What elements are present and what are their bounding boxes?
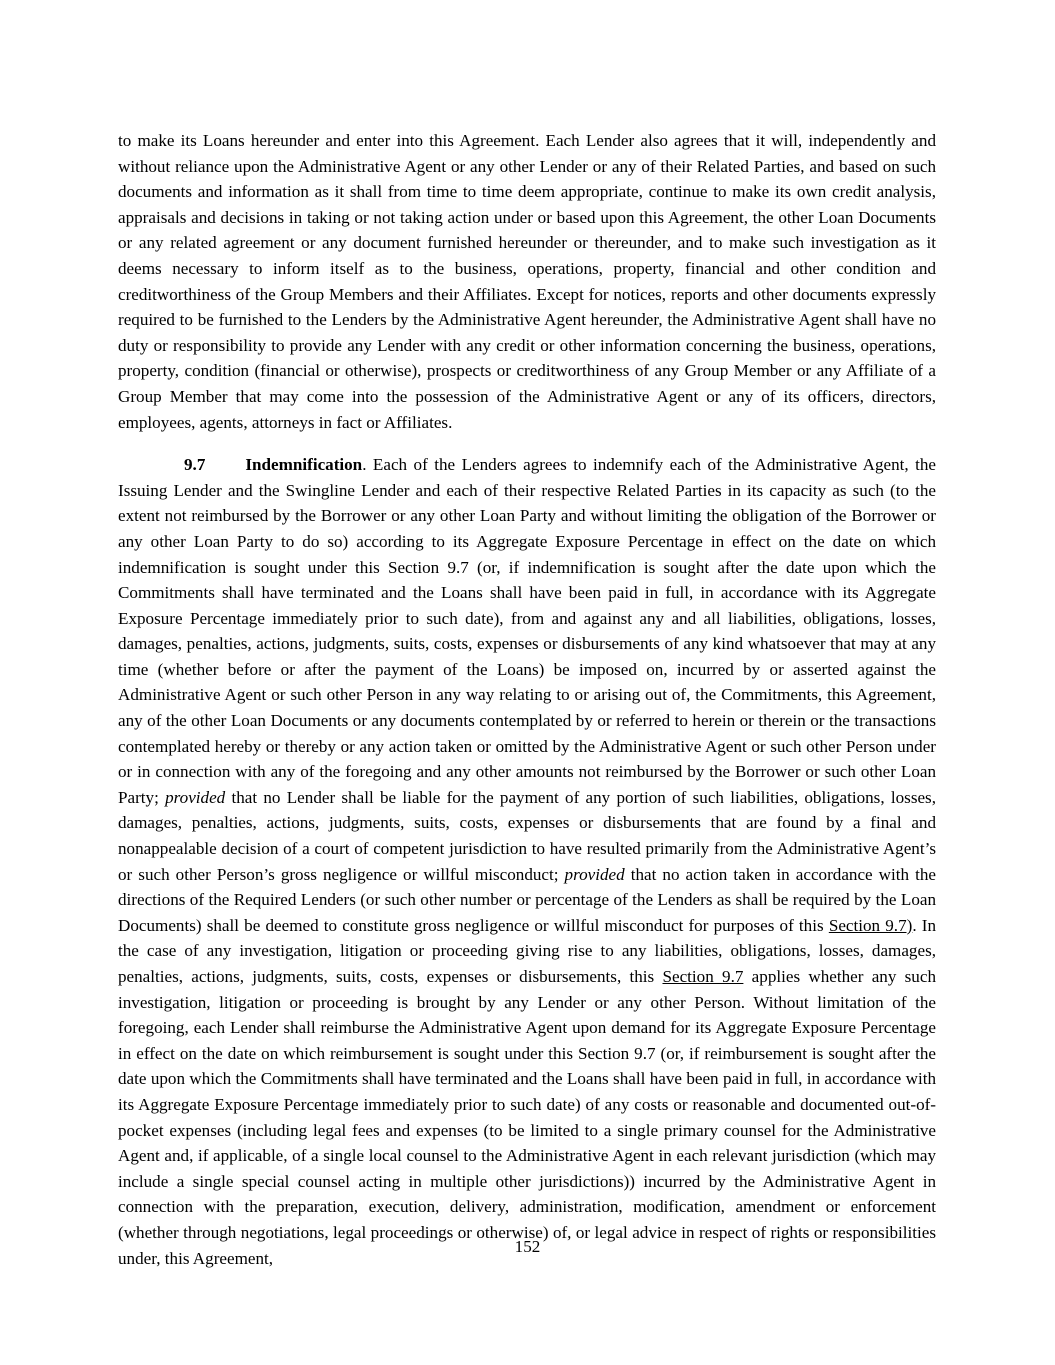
provided-emphasis-2: provided (564, 864, 625, 884)
section-text-segment-3: that no action taken in accordance with the directions of the Required Lenders (or such other number or percentage of the Lenders as shall be required by the Loan Documents) shall be deemed to constitute gross negligence or willful misconduct for purposes of this (118, 864, 936, 935)
section-text-segment-2: that no Lender shall be liable for the payment of any portion of such liabilities, obligations, losses, damages, penalties, actions, judgments, suits, costs, expenses or disbursements that are found by a final and nonappealable decision of a court of competent jurisdiction to have resulted primarily from the Administrative Agent’s or such other Person’s gross negligence or willful misconduct; (118, 787, 936, 884)
section-text-segment-5: applies whether any such investigation, litigation or proceeding is brought by any Lender or any other Person. Without limitation of the foregoing, each Lender shall reimburse the Administrative Agent upon demand for its Aggregate Exposure Percentage in effect on the date on which reimbursement is sought under this Section 9.7 (or, if reimbursement is sought after the date upon which the Commitments shall have terminated and the Loans shall have been paid in full, in accordance with its Aggregate Exposure Percentage immediately prior to such date) of any costs or reasonable and documented out-of-pocket expenses (including legal fees and expenses (to be limited to a single primary counsel for the Administrative Agent and, if applicable, of a single local counsel to the Administrative Agent in each relevant jurisdiction (which may include a single special counsel acting in multiple other jurisdictions)) incurred by the Administrative Agent in connection with the preparation, execution, delivery, administration, modification, amendment or enforcement (whether through negotiations, legal proceedings or otherwise) of, or legal advice in respect of rights or responsibilities under, this Agreement, (118, 967, 936, 1268)
section-number: 9.7 (184, 455, 206, 475)
paragraph-continued-text: to make its Loans hereunder and enter into this Agreement. Each Lender also agrees that it will, independently and without reliance upon the Administrative Agent or any other Lender or any of their Related Parties, and based on such documents and information as it shall from time to time deem appropriate, continue to make its own credit analysis, appraisals and decisions in taking or not taking action under or based upon this Agreement, the other Loan Documents or any related agreement or any document furnished hereunder or thereunder, and to make such investigation as it deems necessary to inform itself as to the business, operations, property, financial and other condition and creditworthiness of the Group Members and their Affiliates. Except for notices, reports and other documents expressly required to be furnished to the Lenders by the Administrative Agent hereunder, the Administrative Agent shall have no duty or responsibility to provide any Lender with any credit or other information concerning the business, operations, property, condition (financial or otherwise), prospects or creditworthiness of any Group Member or any Affiliate of a Group Member that may come into the possession of the Administrative Agent or any of its officers, directors, employees, agents, attorneys in fact or Affiliates. (118, 131, 936, 432)
page-number: 152 (514, 1237, 541, 1256)
paragraph-continued (118, 128, 936, 435)
cross-reference-section-9-7-a: Section 9.7) (828, 915, 913, 935)
section-text-segment-1: . Each of the Lenders agrees to indemnify each of the Administrative Agent, the Issuing Lender and the Swingline Lender and each of their respective Related Parties in its capacity as such (to the extent not reimbursed by the Borrower or any other Loan Party and without limiting the obligation of the Borrower or any other Loan Party to do so) according to its Aggregate Exposure Percentage in effect on the date on which indemnification is sought under this Section 9.7 (or, if indemnification is sought after the date upon which the Commitments shall have terminated and the Loans shall have been paid in full, in accordance with its Aggregate Exposure Percentage immediately prior to such date), from and against any and all liabilities, obligations, losses, damages, penalties, actions, judgments, suits, costs, expenses or disbursements of any kind whatsoever that may at any time (whether before or after the payment of the Loans) be imposed on, incurred by or asserted against the Administrative Agent or such other Person in any way relating to or arising out of, the Commitments, this Agreement, any of the other Loan Documents or any documents contemplated by or referred to herein or therein or the transactions contemplated hereby or thereby or any action taken or omitted by the Administrative Agent or such other Person under or in connection with any of the foregoing and any other amounts not reimbursed by the Borrower or such other Loan Party; (118, 455, 936, 807)
section-text-segment-4: . In the case of any investigation, litigation or proceeding giving rise to any liabilities, obligations, losses, damages, penalties, actions, judgments, suits, costs, expenses or disbursements, this (118, 915, 937, 986)
section-title: Indemnification (245, 455, 363, 475)
cross-reference-section-9-7-b: Section 9.7 (662, 967, 744, 986)
document-body (118, 128, 936, 1271)
provided-emphasis-1: provided (165, 787, 226, 807)
paragraph-section-9-7 (118, 452, 936, 1271)
